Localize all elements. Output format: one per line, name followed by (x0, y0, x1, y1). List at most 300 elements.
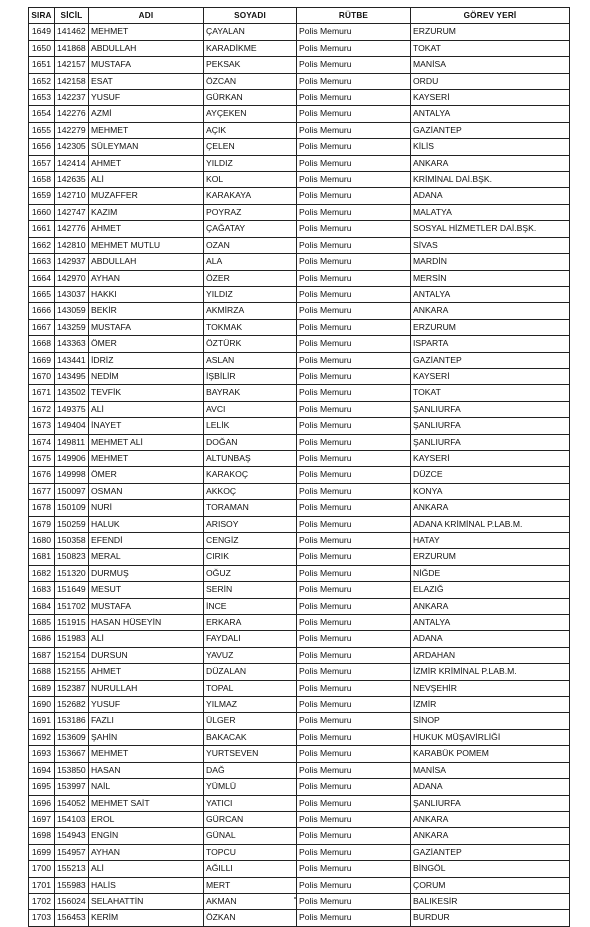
cell-soyadi: ÇAYALAN (204, 24, 297, 40)
cell-sira: 1687 (29, 647, 55, 663)
cell-sira: 1681 (29, 549, 55, 565)
cell-gorev-yeri: ŞANLIURFA (411, 401, 570, 417)
cell-soyadi: BAKACAK (204, 729, 297, 745)
cell-rutbe: Polis Memuru (297, 237, 411, 253)
cell-sicil: 143441 (55, 352, 89, 368)
cell-soyadi: TOPAL (204, 680, 297, 696)
cell-adi: HALİS (89, 877, 204, 893)
table-row (29, 401, 570, 417)
cell-gorev-yeri: KAYSERİ (411, 90, 570, 106)
cell-adi: ABDULLAH (89, 254, 204, 270)
cell-gorev-yeri: GAZİANTEP (411, 844, 570, 860)
cell-gorev-yeri: ÇORUM (411, 877, 570, 893)
cell-rutbe: Polis Memuru (297, 336, 411, 352)
cell-gorev-yeri: ANKARA (411, 303, 570, 319)
cell-adi: HAKKI (89, 286, 204, 302)
cell-adi: AHMET (89, 664, 204, 680)
cell-sicil: 143259 (55, 319, 89, 335)
cell-adi: FAZLI (89, 713, 204, 729)
table-row (29, 549, 570, 565)
cell-sira: 1692 (29, 729, 55, 745)
cell-sira: 1659 (29, 188, 55, 204)
cell-adi: ÖMER (89, 336, 204, 352)
cell-sicil: 150097 (55, 483, 89, 499)
table-row (29, 746, 570, 762)
cell-sira: 1671 (29, 385, 55, 401)
cell-soyadi: ÖZER (204, 270, 297, 286)
cell-rutbe: Polis Memuru (297, 286, 411, 302)
cell-rutbe: Polis Memuru (297, 155, 411, 171)
table-row (29, 565, 570, 581)
cell-sicil: 142937 (55, 254, 89, 270)
cell-rutbe: Polis Memuru (297, 565, 411, 581)
cell-soyadi: CENGİZ (204, 533, 297, 549)
cell-adi: OSMAN (89, 483, 204, 499)
cell-sicil: 154052 (55, 795, 89, 811)
cell-soyadi: PEKSAK (204, 57, 297, 73)
cell-sira: 1675 (29, 450, 55, 466)
cell-soyadi: ÇAĞATAY (204, 221, 297, 237)
cell-sicil: 153997 (55, 779, 89, 795)
cell-rutbe: Polis Memuru (297, 828, 411, 844)
cell-sicil: 142414 (55, 155, 89, 171)
cell-sicil: 151320 (55, 565, 89, 581)
cell-rutbe: Polis Memuru (297, 582, 411, 598)
cell-sicil: 150259 (55, 516, 89, 532)
cell-sicil: 149998 (55, 467, 89, 483)
table-row (29, 762, 570, 778)
cell-soyadi: YÜMLÜ (204, 779, 297, 795)
table-row (29, 450, 570, 466)
header-sira: SIRA (29, 8, 55, 24)
personnel-table (28, 7, 570, 927)
cell-rutbe: Polis Memuru (297, 631, 411, 647)
cell-sicil: 142810 (55, 237, 89, 253)
table-row (29, 729, 570, 745)
cell-rutbe: Polis Memuru (297, 204, 411, 220)
cell-rutbe: Polis Memuru (297, 319, 411, 335)
header-adi: ADI (89, 8, 204, 24)
cell-adi: DURSUN (89, 647, 204, 663)
cell-rutbe: Polis Memuru (297, 713, 411, 729)
cell-soyadi: CIRIK (204, 549, 297, 565)
table-row (29, 221, 570, 237)
cell-sira: 1663 (29, 254, 55, 270)
cell-sira: 1664 (29, 270, 55, 286)
cell-gorev-yeri: ANKARA (411, 828, 570, 844)
cell-sicil: 154943 (55, 828, 89, 844)
cell-sicil: 142158 (55, 73, 89, 89)
cell-sira: 1666 (29, 303, 55, 319)
table-row (29, 57, 570, 73)
table-row (29, 24, 570, 40)
cell-soyadi: KARAKAYA (204, 188, 297, 204)
cell-rutbe: Polis Memuru (297, 221, 411, 237)
cell-gorev-yeri: ANTALYA (411, 615, 570, 631)
cell-soyadi: YILMAZ (204, 697, 297, 713)
cell-sicil: 142747 (55, 204, 89, 220)
cell-sira: 1658 (29, 172, 55, 188)
cell-soyadi: AĞILLI (204, 861, 297, 877)
cell-gorev-yeri: MERSİN (411, 270, 570, 286)
cell-sira: 1702 (29, 893, 55, 909)
cell-soyadi: ALTUNBAŞ (204, 450, 297, 466)
cell-sira: 1656 (29, 139, 55, 155)
cell-soyadi: LELİK (204, 418, 297, 434)
table-row (29, 155, 570, 171)
cell-gorev-yeri: ELAZIĞ (411, 582, 570, 598)
table-row (29, 204, 570, 220)
cell-adi: MESUT (89, 582, 204, 598)
cell-soyadi: KARADİKME (204, 40, 297, 56)
cell-adi: NURİ (89, 500, 204, 516)
cell-rutbe: Polis Memuru (297, 533, 411, 549)
cell-sira: 1685 (29, 615, 55, 631)
cell-soyadi: YILDIZ (204, 286, 297, 302)
cell-soyadi: DAĞ (204, 762, 297, 778)
cell-adi: MEHMET (89, 746, 204, 762)
table-row (29, 697, 570, 713)
table-header-row (29, 8, 570, 24)
cell-gorev-yeri: DÜZCE (411, 467, 570, 483)
cell-soyadi: ALA (204, 254, 297, 270)
table-row (29, 352, 570, 368)
table-row (29, 828, 570, 844)
cell-sira: 1677 (29, 483, 55, 499)
cell-rutbe: Polis Memuru (297, 746, 411, 762)
cell-rutbe: Polis Memuru (297, 90, 411, 106)
cell-rutbe: Polis Memuru (297, 385, 411, 401)
table-row (29, 73, 570, 89)
cell-sira: 1676 (29, 467, 55, 483)
cell-gorev-yeri: KONYA (411, 483, 570, 499)
table-row (29, 139, 570, 155)
table-row (29, 910, 570, 926)
cell-sicil: 156453 (55, 910, 89, 926)
cell-sicil: 151649 (55, 582, 89, 598)
cell-soyadi: OĞUZ (204, 565, 297, 581)
cell-rutbe: Polis Memuru (297, 73, 411, 89)
cell-adi: BEKİR (89, 303, 204, 319)
table-row (29, 713, 570, 729)
cell-soyadi: ASLAN (204, 352, 297, 368)
table-row (29, 582, 570, 598)
cell-adi: MERAL (89, 549, 204, 565)
cell-sicil: 151702 (55, 598, 89, 614)
cell-gorev-yeri: BİNGÖL (411, 861, 570, 877)
cell-gorev-yeri: HUKUK MÜŞAVİRLİĞİ (411, 729, 570, 745)
cell-soyadi: SERİN (204, 582, 297, 598)
cell-sicil: 150109 (55, 500, 89, 516)
cell-soyadi: ÖZTÜRK (204, 336, 297, 352)
cell-rutbe: Polis Memuru (297, 795, 411, 811)
cell-sicil: 149375 (55, 401, 89, 417)
table-row (29, 286, 570, 302)
cell-sicil: 143059 (55, 303, 89, 319)
cell-rutbe: Polis Memuru (297, 729, 411, 745)
cell-sira: 1700 (29, 861, 55, 877)
cell-sicil: 152154 (55, 647, 89, 663)
cell-adi: YUSUF (89, 697, 204, 713)
header-gorev-yeri: GÖREV YERİ (411, 8, 570, 24)
cell-gorev-yeri: NİĞDE (411, 565, 570, 581)
personnel-list-sheet (28, 7, 570, 927)
cell-adi: ENGİN (89, 828, 204, 844)
cell-gorev-yeri: ŞANLIURFA (411, 795, 570, 811)
cell-soyadi: OZAN (204, 237, 297, 253)
cell-sicil: 153667 (55, 746, 89, 762)
cell-sira: 1674 (29, 434, 55, 450)
cell-rutbe: Polis Memuru (297, 500, 411, 516)
cell-soyadi: TORAMAN (204, 500, 297, 516)
cell-sicil: 142279 (55, 122, 89, 138)
cell-rutbe: Polis Memuru (297, 188, 411, 204)
table-row (29, 615, 570, 631)
table-row (29, 434, 570, 450)
cell-soyadi: YURTSEVEN (204, 746, 297, 762)
cell-rutbe: Polis Memuru (297, 172, 411, 188)
cell-gorev-yeri: ANKARA (411, 811, 570, 827)
cell-sicil: 143495 (55, 368, 89, 384)
table-row (29, 779, 570, 795)
cell-sicil: 143037 (55, 286, 89, 302)
cell-gorev-yeri: ŞANLIURFA (411, 418, 570, 434)
cell-soyadi: AKMİRZA (204, 303, 297, 319)
cell-rutbe: Polis Memuru (297, 57, 411, 73)
cell-gorev-yeri: ADANA (411, 188, 570, 204)
cell-gorev-yeri: MARDİN (411, 254, 570, 270)
cell-gorev-yeri: NEVŞEHİR (411, 680, 570, 696)
cell-rutbe: Polis Memuru (297, 762, 411, 778)
cell-rutbe: Polis Memuru (297, 418, 411, 434)
cell-gorev-yeri: GAZİANTEP (411, 122, 570, 138)
cell-gorev-yeri: KRİMİNAL DAİ.BŞK. (411, 172, 570, 188)
cell-adi: ALİ (89, 401, 204, 417)
cell-gorev-yeri: İZMİR KRİMİNAL P.LAB.M. (411, 664, 570, 680)
cell-soyadi: DÜZALAN (204, 664, 297, 680)
cell-soyadi: MERT (204, 877, 297, 893)
cell-adi: DURMUŞ (89, 565, 204, 581)
cell-adi: ÖMER (89, 467, 204, 483)
cell-gorev-yeri: GAZİANTEP (411, 352, 570, 368)
cell-gorev-yeri: ŞANLIURFA (411, 434, 570, 450)
cell-sicil: 153186 (55, 713, 89, 729)
cell-rutbe: Polis Memuru (297, 303, 411, 319)
table-row (29, 598, 570, 614)
cell-sira: 1688 (29, 664, 55, 680)
cell-adi: SELAHATTİN (89, 893, 204, 909)
table-row (29, 368, 570, 384)
cell-sira: 1649 (29, 24, 55, 40)
cell-sira: 1668 (29, 336, 55, 352)
cell-rutbe: Polis Memuru (297, 352, 411, 368)
cell-soyadi: YILDIZ (204, 155, 297, 171)
cell-adi: AYHAN (89, 844, 204, 860)
cell-adi: NEDİM (89, 368, 204, 384)
cell-soyadi: ARISOY (204, 516, 297, 532)
cell-gorev-yeri: KİLİS (411, 139, 570, 155)
cell-adi: MUSTAFA (89, 57, 204, 73)
cell-sicil: 142635 (55, 172, 89, 188)
cell-soyadi: AKMAN (204, 893, 297, 909)
cell-soyadi: YAVUZ (204, 647, 297, 663)
table-row (29, 254, 570, 270)
table-row (29, 319, 570, 335)
table-row (29, 418, 570, 434)
cell-soyadi: TOKMAK (204, 319, 297, 335)
cell-adi: MEHMET SAİT (89, 795, 204, 811)
cell-rutbe: Polis Memuru (297, 844, 411, 860)
cell-gorev-yeri: SOSYAL HİZMETLER DAİ.BŞK. (411, 221, 570, 237)
cell-soyadi: AVCI (204, 401, 297, 417)
cell-gorev-yeri: TOKAT (411, 385, 570, 401)
cell-adi: EFENDİ (89, 533, 204, 549)
cell-soyadi: YATICI (204, 795, 297, 811)
cell-gorev-yeri: ANKARA (411, 500, 570, 516)
cell-adi: AHMET (89, 221, 204, 237)
cell-rutbe: Polis Memuru (297, 270, 411, 286)
table-row (29, 861, 570, 877)
cell-gorev-yeri: BURDUR (411, 910, 570, 926)
cell-sira: 1689 (29, 680, 55, 696)
cell-sicil: 142776 (55, 221, 89, 237)
cell-sira: 1701 (29, 877, 55, 893)
cell-sira: 1662 (29, 237, 55, 253)
cell-adi: NAİL (89, 779, 204, 795)
cell-rutbe: Polis Memuru (297, 434, 411, 450)
cell-rutbe: Polis Memuru (297, 598, 411, 614)
cell-rutbe: Polis Memuru (297, 450, 411, 466)
table-row (29, 680, 570, 696)
table-row (29, 483, 570, 499)
table-row (29, 172, 570, 188)
cell-adi: MUSTAFA (89, 319, 204, 335)
cell-soyadi: POYRAZ (204, 204, 297, 220)
cell-sira: 1693 (29, 746, 55, 762)
cell-sicil: 155983 (55, 877, 89, 893)
cell-gorev-yeri: İZMİR (411, 697, 570, 713)
cell-rutbe: Polis Memuru (297, 680, 411, 696)
cell-adi: ABDULLAH (89, 40, 204, 56)
table-row (29, 664, 570, 680)
cell-soyadi: İŞBİLİR (204, 368, 297, 384)
table-row (29, 336, 570, 352)
cell-adi: İNAYET (89, 418, 204, 434)
cell-gorev-yeri: HATAY (411, 533, 570, 549)
cell-rutbe: Polis Memuru (297, 368, 411, 384)
cell-sira: 1694 (29, 762, 55, 778)
cell-sicil: 143502 (55, 385, 89, 401)
cell-rutbe: Polis Memuru (297, 910, 411, 926)
cell-sicil: 142157 (55, 57, 89, 73)
table-row (29, 106, 570, 122)
cell-gorev-yeri: ANTALYA (411, 106, 570, 122)
cell-adi: HASAN HÜSEYİN (89, 615, 204, 631)
cell-rutbe: Polis Memuru (297, 549, 411, 565)
cell-gorev-yeri: ADANA (411, 779, 570, 795)
cell-adi: MEHMET (89, 450, 204, 466)
cell-sicil: 154103 (55, 811, 89, 827)
cell-gorev-yeri: ERZURUM (411, 549, 570, 565)
cell-rutbe: Polis Memuru (297, 664, 411, 680)
cell-rutbe: Polis Memuru (297, 139, 411, 155)
cell-sicil: 150358 (55, 533, 89, 549)
cell-adi: EROL (89, 811, 204, 827)
cell-gorev-yeri: ANKARA (411, 598, 570, 614)
cell-sira: 1650 (29, 40, 55, 56)
cell-gorev-yeri: KAYSERİ (411, 450, 570, 466)
table-row (29, 237, 570, 253)
cell-sicil: 152682 (55, 697, 89, 713)
cell-rutbe: Polis Memuru (297, 467, 411, 483)
cell-sira: 1695 (29, 779, 55, 795)
cell-rutbe: Polis Memuru (297, 615, 411, 631)
table-row (29, 500, 570, 516)
cell-gorev-yeri: MANİSA (411, 762, 570, 778)
cell-sicil: 142970 (55, 270, 89, 286)
cell-sicil: 149906 (55, 450, 89, 466)
table-body (29, 24, 570, 926)
table-row (29, 90, 570, 106)
cell-soyadi: GÜRCAN (204, 811, 297, 827)
cell-sicil: 142305 (55, 139, 89, 155)
cell-sira: 1657 (29, 155, 55, 171)
cell-adi: AZMİ (89, 106, 204, 122)
table-row (29, 40, 570, 56)
table-row (29, 270, 570, 286)
table-row (29, 467, 570, 483)
cell-sira: 1690 (29, 697, 55, 713)
cell-adi: TEVFİK (89, 385, 204, 401)
table-row (29, 795, 570, 811)
cell-adi: SÜLEYMAN (89, 139, 204, 155)
cell-gorev-yeri: ERZURUM (411, 319, 570, 335)
cell-sira: 1691 (29, 713, 55, 729)
cell-sicil: 149811 (55, 434, 89, 450)
cell-sira: 1683 (29, 582, 55, 598)
cell-adi: HASAN (89, 762, 204, 778)
cell-rutbe: Polis Memuru (297, 401, 411, 417)
cell-gorev-yeri: ANTALYA (411, 286, 570, 302)
cell-gorev-yeri: ANKARA (411, 155, 570, 171)
cell-rutbe: Polis Memuru (297, 122, 411, 138)
cell-gorev-yeri: TOKAT (411, 40, 570, 56)
cell-gorev-yeri: MANİSA (411, 57, 570, 73)
cell-adi: ALİ (89, 172, 204, 188)
cell-gorev-yeri: ARDAHAN (411, 647, 570, 663)
cell-gorev-yeri: ADANA (411, 631, 570, 647)
cell-sicil: 155213 (55, 861, 89, 877)
cell-sicil: 142276 (55, 106, 89, 122)
cell-sicil: 152387 (55, 680, 89, 696)
cell-adi: AHMET (89, 155, 204, 171)
cell-soyadi: AÇIK (204, 122, 297, 138)
cell-sira: 1697 (29, 811, 55, 827)
cell-sira: 1680 (29, 533, 55, 549)
cell-sicil: 141868 (55, 40, 89, 56)
cell-rutbe: Polis Memuru (297, 811, 411, 827)
cell-soyadi: GÜNAL (204, 828, 297, 844)
cell-adi: MEHMET (89, 24, 204, 40)
cell-soyadi: KARAKOÇ (204, 467, 297, 483)
cell-soyadi: BAYRAK (204, 385, 297, 401)
cell-rutbe: Polis Memuru (297, 877, 411, 893)
cell-sicil: 154957 (55, 844, 89, 860)
cell-rutbe: Polis Memuru (297, 779, 411, 795)
cell-sicil: 151915 (55, 615, 89, 631)
page-mark (294, 897, 296, 899)
cell-rutbe: Polis Memuru (297, 24, 411, 40)
